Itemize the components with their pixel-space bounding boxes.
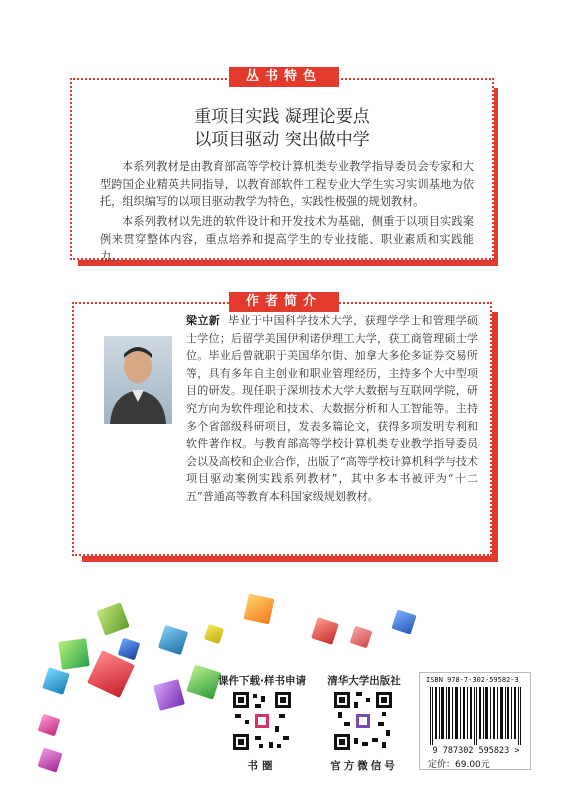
- decorative-cube: [153, 679, 185, 711]
- decorative-cube: [96, 602, 129, 635]
- qr-right-caption-top: 清华大学出版社: [327, 675, 401, 687]
- decorative-cube: [350, 626, 373, 649]
- barcode-digits: 9 787302 595823 >: [432, 746, 520, 756]
- features-paragraph-1: 本系列教材是由教育部高等学校计算机类专业教学指导委员会专家和大型跨国企业精英共同指导，以教育部软件工程专业大学生实习实训基地为依托，组织编写的以项目驱动教学为特色，实践性极强的规划教材。: [100, 160, 474, 208]
- qr-left-caption-bottom: 书圈: [247, 760, 277, 772]
- features-panel: [70, 78, 494, 263]
- decorative-cube: [42, 667, 70, 695]
- author-panel: [72, 302, 492, 556]
- decorative-cube: [244, 594, 275, 625]
- decorative-cube: [118, 638, 141, 661]
- decorative-cube: [204, 624, 224, 644]
- decorative-cube: [58, 638, 90, 670]
- decorative-cube: [38, 714, 61, 737]
- price: 定价：69.00元: [428, 760, 490, 770]
- author-photo: [104, 336, 172, 424]
- isbn-box: [419, 672, 531, 770]
- qr-left-caption-top: 课件下载·样书申请: [218, 675, 306, 687]
- decorative-cube: [391, 609, 416, 634]
- features-paragraph-2: 本系列教材以先进的软件设计和开发技术为基础，侧重于以项目实践案例来贯穿整体内容，重点培养和提高学生的专业技能、职业素质和实践能力。: [100, 215, 474, 263]
- author-bio-text: 毕业于中国科学技术大学，获理学学士和管理学硕士学位；后留学美国伊利诺伊理工大学，获工商管理硕士学位。毕业后曾就职于美国华尔街、加拿大多伦多证券交易所等，具有多年自主创业和职业管理经历，主持多个大中型项目的研发。现任职于深圳技术大学大数据与互联网学院，研究方向为软件理论和技术、大数据分析和人工智能等。主持多个省部级科研项目，发表多篇论文，获得多项发明专利和软件著作权。与教育部高等学校计算机类专业教学指导委员会以及高校和企业合作，出版了“高等学校计算机科学与技术项目驱动案例实践系列教材”，其中多本书被评为“十二五”普通高等教育本科国家级规划教材。: [186, 314, 478, 503]
- qr-right-caption-bottom: 官方微信号: [330, 760, 398, 772]
- features-tag: 丛书特色: [229, 67, 339, 87]
- barcode: [430, 687, 522, 745]
- author-bio: [186, 312, 478, 506]
- features-headline-2: 以项目驱动 突出做中学: [194, 130, 370, 150]
- author-name: 梁立新: [186, 314, 221, 327]
- qr-right-code[interactable]: [332, 690, 394, 752]
- decorative-cube: [37, 747, 62, 772]
- author-tag: 作者简介: [229, 292, 339, 312]
- decorative-cube: [311, 617, 339, 645]
- features-headline-1: 重项目实践 凝理论要点: [194, 107, 370, 127]
- isbn-text: ISBN 978-7-302-59582-3: [426, 676, 519, 684]
- qr-left-code[interactable]: [231, 690, 293, 752]
- decorative-cube: [158, 625, 188, 655]
